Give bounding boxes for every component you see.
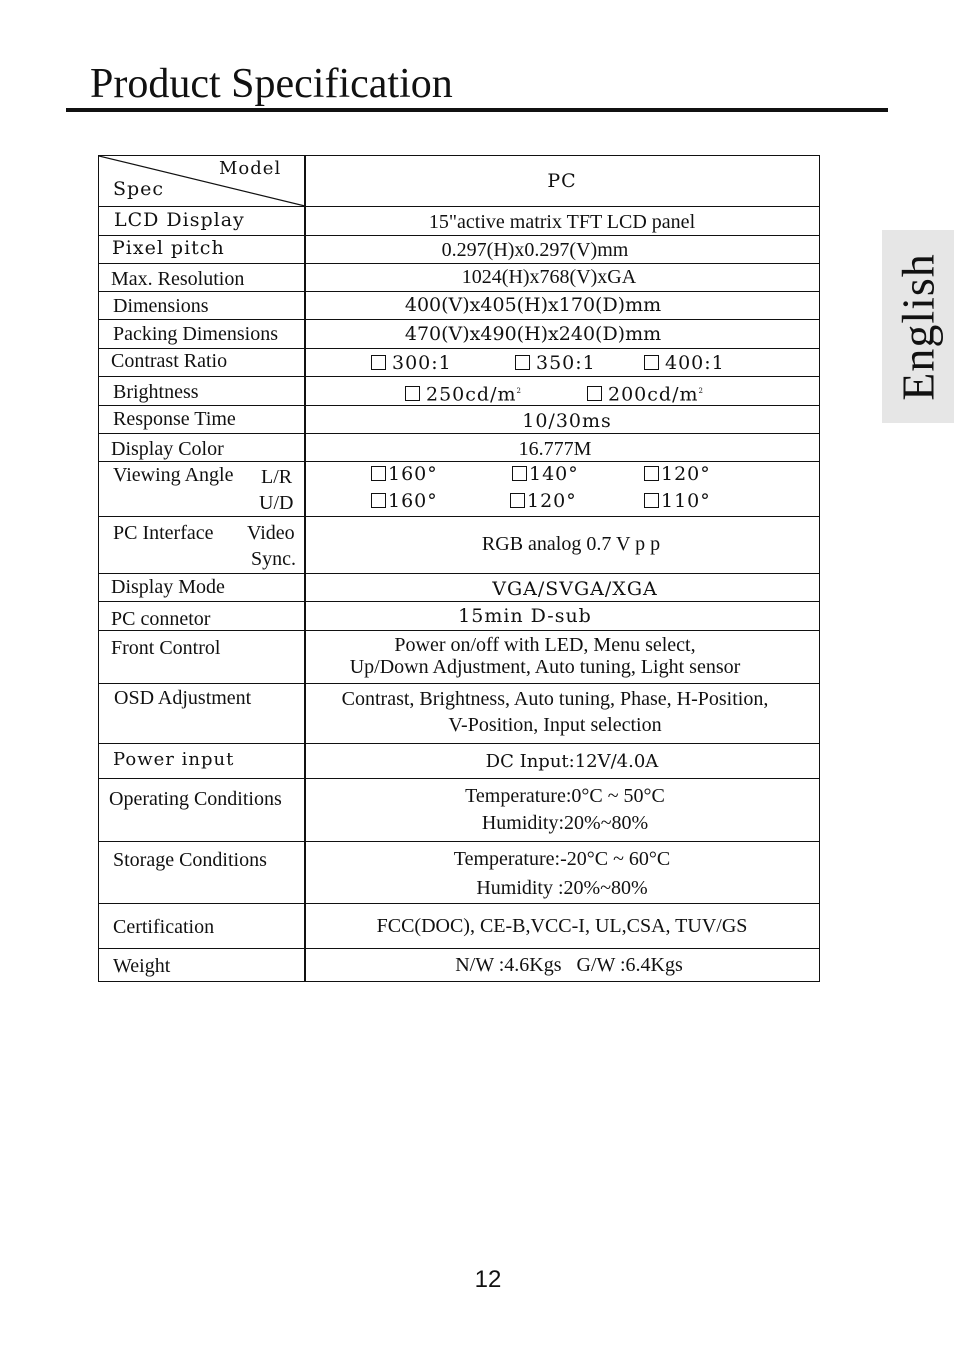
page-title: Product Specification xyxy=(90,61,453,107)
spec-table xyxy=(98,155,820,982)
table-row xyxy=(99,574,819,602)
row-label: LCD Display xyxy=(114,209,245,231)
row-label: Front Control xyxy=(111,637,221,659)
row-value: N/W :4.6Kgs G/W :6.4Kgs xyxy=(455,954,683,976)
checkbox-icon xyxy=(371,493,386,508)
row-label: Dimensions xyxy=(113,295,209,317)
table-row xyxy=(99,904,819,949)
table-row xyxy=(99,631,819,684)
option-checkbox: 400:1 xyxy=(644,351,725,375)
option-checkbox: 160° xyxy=(371,489,438,513)
option-checkbox: 140° xyxy=(512,462,579,486)
checkbox-icon xyxy=(512,466,527,481)
checkbox-icon xyxy=(371,355,386,370)
checkbox-icon xyxy=(371,466,386,481)
option-checkbox: 300:1 xyxy=(371,351,452,375)
row-value: 15"active matrix TFT LCD panel xyxy=(428,211,696,233)
row-label: Pixel pitch xyxy=(112,237,225,259)
row-label: Storage Conditions xyxy=(113,849,267,871)
row-label: OSD Adjustment xyxy=(114,687,252,709)
row-label: Display Color xyxy=(111,438,224,460)
row-label: Operating Conditions xyxy=(109,788,282,810)
row-value: 470(V)x490(H)x240(D)mm xyxy=(404,323,662,345)
checkbox-icon xyxy=(644,355,659,370)
table-row xyxy=(99,292,819,320)
option-checkbox: 110° xyxy=(644,489,711,513)
row-value-line2: Humidity :20%~80% xyxy=(476,877,648,899)
option-checkbox: $250cd/m^2$ xyxy=(405,379,522,406)
row-label: Response Time xyxy=(113,408,236,430)
row-value: 16.777M xyxy=(518,438,592,460)
option-checkbox: 160° xyxy=(371,462,438,486)
row-label: Max. Resolution xyxy=(111,268,245,290)
table-row xyxy=(99,744,819,779)
checkbox-icon xyxy=(644,466,659,481)
row-label: Certification xyxy=(113,916,215,938)
table-header-row xyxy=(99,156,819,207)
table-row xyxy=(99,602,819,631)
option-checkbox: 120° xyxy=(644,462,711,486)
row-value: FCC(DOC), CE-B,VCC-I, UL,CSA, TUV/GS xyxy=(376,915,748,937)
checkbox-icon xyxy=(587,386,602,401)
checkbox-icon xyxy=(644,493,659,508)
option-checkbox: 350:1 xyxy=(515,351,596,375)
table-row xyxy=(99,406,819,434)
row-value: 1024(H)x768(V)xGA xyxy=(461,266,637,288)
table-row xyxy=(99,842,819,904)
row-value-line1: Power on/off with LED, Menu select, xyxy=(394,634,696,656)
row-value: VGA/SVGA/XGA xyxy=(492,578,658,600)
language-tab xyxy=(882,230,954,423)
row-value-line1: Temperature:0°C ~ 50°C xyxy=(465,785,665,807)
row-value: 0.297(H)x0.297(V)mm xyxy=(441,239,629,261)
row-label: Brightness xyxy=(113,381,199,403)
row-value: RGB analog 0.7 V p p xyxy=(481,533,661,555)
row-value: DC Input:12V/4.0A xyxy=(485,751,659,772)
pc-interface-video-label: Video xyxy=(247,522,295,544)
header-model-label: Model xyxy=(219,158,282,179)
table-row xyxy=(99,236,819,264)
table-row xyxy=(99,377,819,406)
table-row xyxy=(99,462,819,517)
table-row xyxy=(99,684,819,744)
row-label: Weight xyxy=(113,955,171,977)
row-label: PC Interface xyxy=(113,522,214,544)
title-underline xyxy=(66,108,888,112)
viewing-angle-ud-label: U/D xyxy=(259,492,294,514)
row-value-line2: Up/Down Adjustment, Auto tuning, Light sensor xyxy=(349,656,741,678)
row-value: 15min D-sub xyxy=(458,605,592,627)
row-label: Contrast Ratio xyxy=(111,350,228,372)
table-row xyxy=(99,264,819,292)
checkbox-icon xyxy=(510,493,525,508)
row-value-line1: Contrast, Brightness, Auto tuning, Phase, H-Position, xyxy=(341,688,769,710)
row-value-line2: Humidity:20%~80% xyxy=(481,812,649,834)
header-spec-label: Spec xyxy=(113,178,165,200)
row-label: Packing Dimensions xyxy=(113,323,278,345)
viewing-angle-lr-label: L/R xyxy=(261,466,293,488)
row-label: Viewing Angle xyxy=(113,464,234,486)
row-value: 400(V)x405(H)x170(D)mm xyxy=(404,294,662,316)
table-row xyxy=(99,517,819,574)
option-checkbox: $200cd/m^2$ xyxy=(587,379,704,406)
checkbox-icon xyxy=(405,386,420,401)
language-tab-label: English xyxy=(892,252,944,401)
table-row xyxy=(99,779,819,842)
pc-interface-sync-label: Sync. xyxy=(251,548,296,570)
row-value-line2: V-Position, Input selection xyxy=(448,714,662,736)
option-checkbox: 120° xyxy=(510,489,577,513)
page-number: 12 xyxy=(474,1266,502,1293)
table-row xyxy=(99,949,819,981)
row-label: Display Mode xyxy=(111,576,225,598)
row-value-line1: Temperature:-20°C ~ 60°C xyxy=(453,848,671,870)
header-pc-label: PC xyxy=(547,170,577,192)
table-row xyxy=(99,349,819,377)
row-label: Power input xyxy=(113,749,235,770)
checkbox-icon xyxy=(515,355,530,370)
table-row xyxy=(99,320,819,349)
table-row xyxy=(99,207,819,236)
row-value: 10/30ms xyxy=(522,410,612,432)
row-label: PC connetor xyxy=(111,608,211,630)
table-row xyxy=(99,434,819,462)
